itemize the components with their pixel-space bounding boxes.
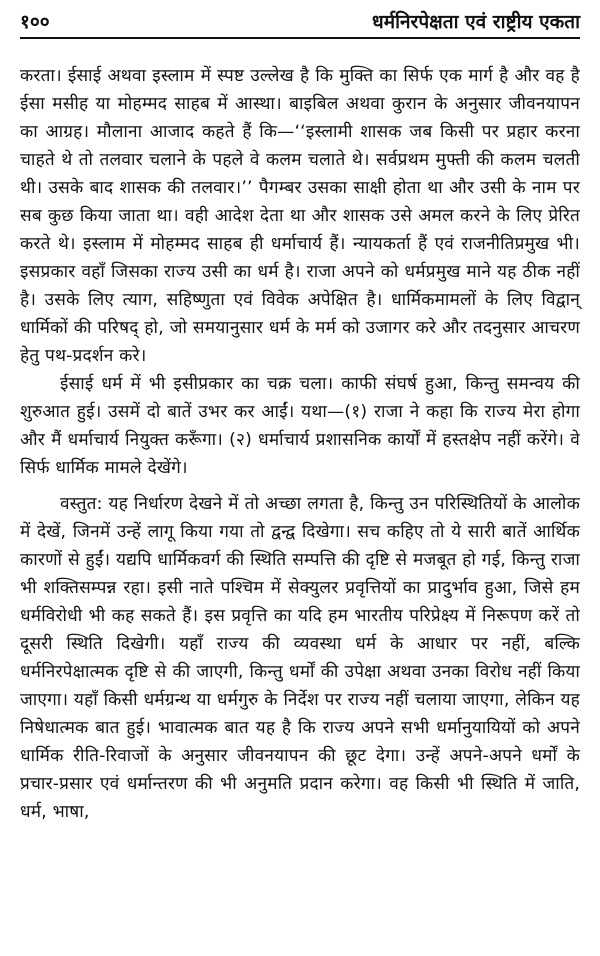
page-header bbox=[20, 6, 580, 36]
body-text bbox=[20, 62, 580, 826]
header-rule bbox=[20, 37, 580, 39]
page-number: १०० bbox=[20, 11, 50, 33]
paragraph-2: ईसाई धर्म में भी इसीप्रकार का चक्र चला। काफी संघर्ष हुआ, किन्तु समन्वय की शुरुआत हुई। उसमें दो बातें उभर कर आईं। यथा—(१) राजा ने कहा कि राज्य मेरा होगा और मैं धर्माचार्य नियुक्त करूँगा। (२) धर्माचार्य प्रशासनिक कार्यों में हस्तक्षेप नहीं करेंगे। वे सिर्फ धार्मिक मामले देखेंगे। bbox=[20, 374, 580, 478]
paragraph-3: वस्तुत: यह निर्धारण देखने में तो अच्छा लगता है, किन्तु उन परिस्थितियों के आलोक में देखें, जिनमें उन्हें लागू किया गया तो द्वन्द्व दिखेगा। सच कहिए तो ये सारी बातें आर्थिक कारणों से हुईं। यद्यपि धार्मिकवर्ग की स्थिति सम्पत्ति की दृष्टि से मजबूत हो गई, किन्तु राजा भी शक्तिसम्पन्न रहा। इसी नाते पश्चिम में सेक्युलर प्रवृत्तियों का प्रादुर्भाव हुआ, जिसे हम धर्मविरोधी भी कह सकते हैं। इस प्रवृत्ति का यदि हम भारतीय परिप्रेक्ष्य में निरूपण करें तो दूसरी स्थिति दिखेगी। यहाँ राज्य की व्यवस्था धर्म के आधार पर नहीं, बल्कि धर्मनिरपेक्षात्मक दृष्टि से की जाएगी, किन्तु धर्मों की उपेक्षा अथवा उनका विरोध नहीं किया जाएगा। यहाँ किसी धर्मग्रन्थ या धर्मगुरु के निर्देश पर राज्य नहीं चलाया जाएगा, लेकिन यह निषेधात्मक बात हुई। भावात्मक बात यह है कि राज्य अपने सभी धर्मानुयायियों को अपने धार्मिक रीति-रिवाजों के अनुसार जीवनयापन की छूट देगा। उन्हें अपने-अपने धर्मों के प्रचार-प्रसार एवं धर्मान्तरण की भी अनुमति प्रदान करेगा। वह किसी भी स्थिति में जाति, धर्म, भाषा, bbox=[20, 494, 581, 822]
paragraph-1: करता। ईसाई अथवा इस्लाम में स्पष्ट उल्लेख है कि मुक्ति का सिर्फ एक मार्ग है और वह है ईसा मसीह या मोहम्मद साहब में आस्था। बाइबिल अथवा कुरान के अनुसार जीवनयापन का आग्रह। मौलाना आजाद कहते हैं कि—‘‘इस्लामी शासक जब किसी पर प्रहार करना चाहते थे तो तलवार चलाने के पहले वे कलम चलाते थे। सर्वप्रथम मुफ्ती की कलम चलती थी। उसके बाद शासक की तलवार।’’ पैगम्बर उसका साक्षी होता था और उसी के नाम पर सब कुछ किया जाता था। वही आदेश देता था और शासक उसे अमल करने के लिए प्रेरित करते थे। इस्लाम में मोहम्मद साहब ही धर्माचार्य हैं। न्यायकर्ता हैं एवं राजनीतिप्रमुख भी। इसप्रकार वहाँ जिसका राज्य उसी का धर्म है। राजा अपने को धर्मप्रमुख माने यह ठीक नहीं है। उसके लिए त्याग, सहिष्णुता एवं विवेक अपेक्षित है। धार्मिकमामलों के लिए विद्वान् धार्मिकों की परिषद् हो, जो समयानुसार धर्म के मर्म को उजागर करे और तदनुसार आचरण हेतु पथ-प्रदर्शन करे। bbox=[20, 66, 580, 366]
running-title: धर्मनिरपेक्षता एवं राष्ट्रीय एकता bbox=[372, 11, 580, 33]
